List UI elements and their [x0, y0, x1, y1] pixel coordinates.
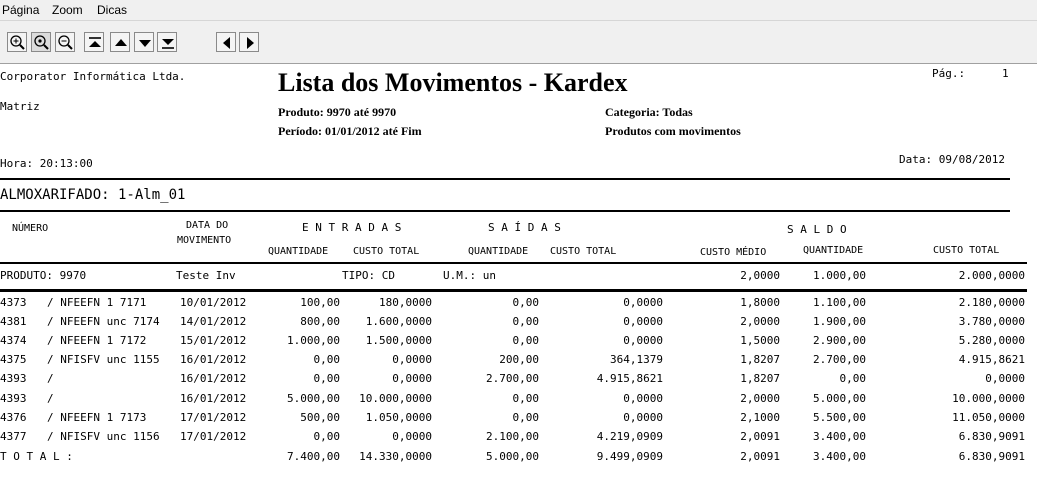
row-data: 16/01/2012 — [180, 353, 247, 367]
row-documento: / — [47, 391, 54, 405]
header-saldo-custo-total: CUSTO TOTAL — [933, 245, 1000, 256]
branch-name: Matriz — [0, 100, 40, 113]
row-ent-qtd: 1.000,00 — [287, 334, 340, 348]
zoom-normal-icon — [32, 33, 52, 53]
row-custo-medio: 2,0000 — [740, 391, 780, 405]
row-sai-qtd: 0,00 — [512, 410, 539, 424]
row-custo-medio: 1,8207 — [740, 372, 780, 386]
row-saldo-custo: 10.000,0000 — [952, 391, 1025, 405]
toolbar — [0, 21, 1037, 64]
row-numero: 4377 — [0, 429, 27, 443]
last-page-button[interactable] — [157, 32, 177, 52]
row-numero: 4393 — [0, 391, 27, 405]
zoom-in-icon — [8, 33, 28, 53]
scroll-left-button[interactable] — [216, 32, 236, 52]
total-saldo-custo: 6.830,9091 — [958, 450, 1025, 463]
menu-bar — [0, 0, 1037, 21]
zoom-out-button[interactable] — [55, 32, 75, 52]
row-data: 10/01/2012 — [180, 296, 247, 309]
almoxarifado: ALMOXARIFADO: 1-Alm_01 — [0, 187, 186, 203]
row-saldo-custo: 6.830,9091 — [958, 429, 1025, 443]
row-saldo-qtd: 1.900,00 — [813, 315, 866, 329]
product-quantidade: 1.000,00 — [813, 269, 866, 282]
header-saidas: S A Í D A S — [488, 221, 561, 234]
zoom-out-icon — [56, 33, 76, 53]
row-documento: / NFISFV unc 1155 — [47, 353, 160, 367]
row-ent-qtd: 0,00 — [313, 353, 340, 367]
scroll-right-button[interactable] — [239, 32, 259, 52]
company-name: Corporator Informática Ltda. — [0, 70, 186, 83]
row-ent-custo: 180,0000 — [379, 296, 432, 309]
total-sai-qtd: 5.000,00 — [486, 450, 539, 463]
next-page-icon — [135, 33, 155, 53]
header-movimento: MOVIMENTO — [177, 235, 232, 246]
row-data: 15/01/2012 — [180, 334, 247, 348]
row-custo-medio: 2,0091 — [740, 429, 780, 443]
periodo-filter: Período: 01/01/2012 até Fim — [278, 124, 422, 138]
produtos-filter: Produtos com movimentos — [605, 124, 741, 138]
row-saldo-custo: 4.915,8621 — [958, 353, 1025, 367]
row-saldo-qtd: 1.100,00 — [813, 296, 866, 309]
row-sai-custo: 0,0000 — [623, 410, 663, 424]
row-ent-qtd: 100,00 — [300, 296, 340, 309]
produto-filter: Produto: 9970 até 9970 — [278, 105, 397, 119]
row-documento: / NFEEFN unc 7174 — [47, 315, 160, 329]
row-custo-medio: 2,0000 — [740, 315, 780, 329]
page-title: Lista dos Movimentos - Kardex — [278, 68, 628, 97]
product-description: Teste Inv — [176, 269, 236, 282]
header-ent-quantidade: QUANTIDADE — [268, 246, 329, 257]
scroll-left-icon — [217, 33, 237, 53]
row-ent-custo: 0,0000 — [392, 353, 432, 367]
row-ent-custo: 0,0000 — [392, 372, 432, 386]
divider — [0, 178, 1010, 180]
total-ent-qtd: 7.400,00 — [287, 450, 340, 463]
row-documento: / NFEEFN 1 7172 — [47, 334, 147, 348]
menu-pagina[interactable]: Página — [2, 3, 40, 17]
row-saldo-qtd: 2.900,00 — [813, 334, 866, 348]
row-ent-custo: 10.000,0000 — [359, 391, 432, 405]
header-saldo-quantidade: QUANTIDADE — [803, 245, 864, 256]
row-numero: 4393 — [0, 372, 27, 386]
row-numero: 4375 — [0, 353, 27, 367]
page-label: Pág.: — [932, 67, 966, 80]
row-sai-custo: 364,1379 — [610, 353, 663, 367]
row-ent-custo: 1.050,0000 — [365, 410, 432, 424]
header-ent-custo-total: CUSTO TOTAL — [353, 246, 420, 257]
row-saldo-qtd: 0,00 — [839, 372, 866, 386]
total-sai-custo: 9.499,0909 — [596, 450, 663, 463]
last-page-icon — [158, 33, 178, 53]
data: Data: 09/08/2012 — [899, 153, 1005, 166]
row-saldo-custo: 11.050,0000 — [952, 410, 1025, 424]
zoom-in-button[interactable] — [7, 32, 27, 52]
row-sai-custo: 0,0000 — [623, 391, 663, 405]
row-data: 16/01/2012 — [180, 372, 247, 386]
row-custo-medio: 1,5000 — [740, 334, 780, 348]
row-ent-qtd: 800,00 — [300, 315, 340, 329]
row-sai-qtd: 0,00 — [512, 296, 539, 309]
row-documento: / — [47, 372, 54, 386]
next-page-button[interactable] — [134, 32, 154, 52]
row-sai-qtd: 2.700,00 — [486, 372, 539, 386]
product-custo-medio: 2,0000 — [740, 269, 780, 282]
header-saldo: S A L D O — [787, 223, 847, 236]
row-saldo-qtd: 2.700,00 — [813, 353, 866, 367]
row-saldo-qtd: 5.500,00 — [813, 410, 866, 424]
page-number: 1 — [1002, 67, 1009, 80]
row-sai-custo: 4.915,8621 — [596, 372, 663, 386]
row-saldo-qtd: 3.400,00 — [813, 429, 866, 443]
row-custo-medio: 2,1000 — [740, 410, 780, 424]
row-ent-qtd: 5.000,00 — [287, 391, 340, 405]
row-saldo-custo: 3.780,0000 — [958, 315, 1025, 329]
row-ent-qtd: 500,00 — [300, 410, 340, 424]
hora: Hora: 20:13:00 — [0, 157, 93, 170]
header-numero: NÚMERO — [12, 223, 49, 234]
row-custo-medio: 1,8000 — [740, 296, 780, 309]
row-saldo-custo: 0,0000 — [985, 372, 1025, 386]
row-saldo-custo: 2.180,0000 — [958, 296, 1025, 309]
row-numero: 4381 — [0, 315, 27, 329]
row-sai-custo: 4.219,0909 — [596, 429, 663, 443]
row-sai-custo: 0,0000 — [623, 334, 663, 348]
divider — [0, 262, 1027, 264]
divider — [0, 210, 1010, 212]
menu-zoom[interactable]: Zoom — [52, 3, 83, 17]
product-code: PRODUTO: 9970 — [0, 269, 87, 282]
row-sai-qtd: 0,00 — [512, 334, 539, 348]
header-entradas: E N T R A D A S — [302, 221, 402, 234]
header-sai-quantidade: QUANTIDADE — [468, 246, 529, 257]
zoom-normal-button[interactable] — [31, 32, 51, 52]
row-documento: / NFEEFN 1 7171 — [47, 296, 147, 309]
first-page-icon — [85, 33, 105, 53]
row-data: 17/01/2012 — [180, 429, 247, 443]
row-saldo-custo: 5.280,0000 — [958, 334, 1025, 348]
total-ent-custo: 14.330,0000 — [359, 450, 432, 463]
row-ent-custo: 1.600,0000 — [365, 315, 432, 329]
row-sai-qtd: 0,00 — [512, 391, 539, 405]
row-numero: 4374 — [0, 334, 27, 348]
row-numero: 4373 — [0, 296, 27, 309]
total-saldo-qtd: 3.400,00 — [813, 450, 866, 463]
row-data: 14/01/2012 — [180, 315, 247, 329]
header-sai-custo-total: CUSTO TOTAL — [550, 246, 617, 257]
row-sai-custo: 0,0000 — [623, 296, 663, 309]
header-custo-medio: CUSTO MÉDIO — [700, 247, 767, 258]
row-data: 16/01/2012 — [180, 391, 247, 405]
menu-dicas[interactable]: Dicas — [97, 3, 128, 17]
row-ent-qtd: 0,00 — [313, 429, 340, 443]
report-page — [0, 64, 1037, 485]
row-ent-qtd: 0,00 — [313, 372, 340, 386]
categoria-filter: Categoria: Todas — [605, 105, 693, 119]
row-documento: / NFISFV unc 1156 — [47, 429, 160, 443]
previous-page-icon — [111, 33, 131, 53]
row-ent-custo: 1.500,0000 — [365, 334, 432, 348]
row-sai-qtd: 2.100,00 — [486, 429, 539, 443]
row-sai-qtd: 0,00 — [512, 315, 539, 329]
product-tipo: TIPO: CD — [342, 269, 395, 282]
previous-page-button[interactable] — [110, 32, 130, 52]
row-ent-custo: 0,0000 — [392, 429, 432, 443]
product-custo-total: 2.000,0000 — [958, 269, 1025, 282]
scroll-right-icon — [240, 33, 260, 53]
row-documento: / NFEEFN 1 7173 — [47, 410, 147, 424]
divider — [0, 289, 1027, 292]
header-data-do: DATA DO — [186, 220, 229, 231]
product-um: U.M.: un — [443, 269, 496, 282]
row-numero: 4376 — [0, 410, 27, 424]
row-sai-custo: 0,0000 — [623, 315, 663, 329]
total-custo-medio: 2,0091 — [740, 450, 780, 463]
row-sai-qtd: 200,00 — [499, 353, 539, 367]
row-custo-medio: 1,8207 — [740, 353, 780, 367]
first-page-button[interactable] — [84, 32, 104, 52]
row-saldo-qtd: 5.000,00 — [813, 391, 866, 405]
total-label: T O T A L : — [0, 450, 73, 463]
row-data: 17/01/2012 — [180, 410, 247, 424]
